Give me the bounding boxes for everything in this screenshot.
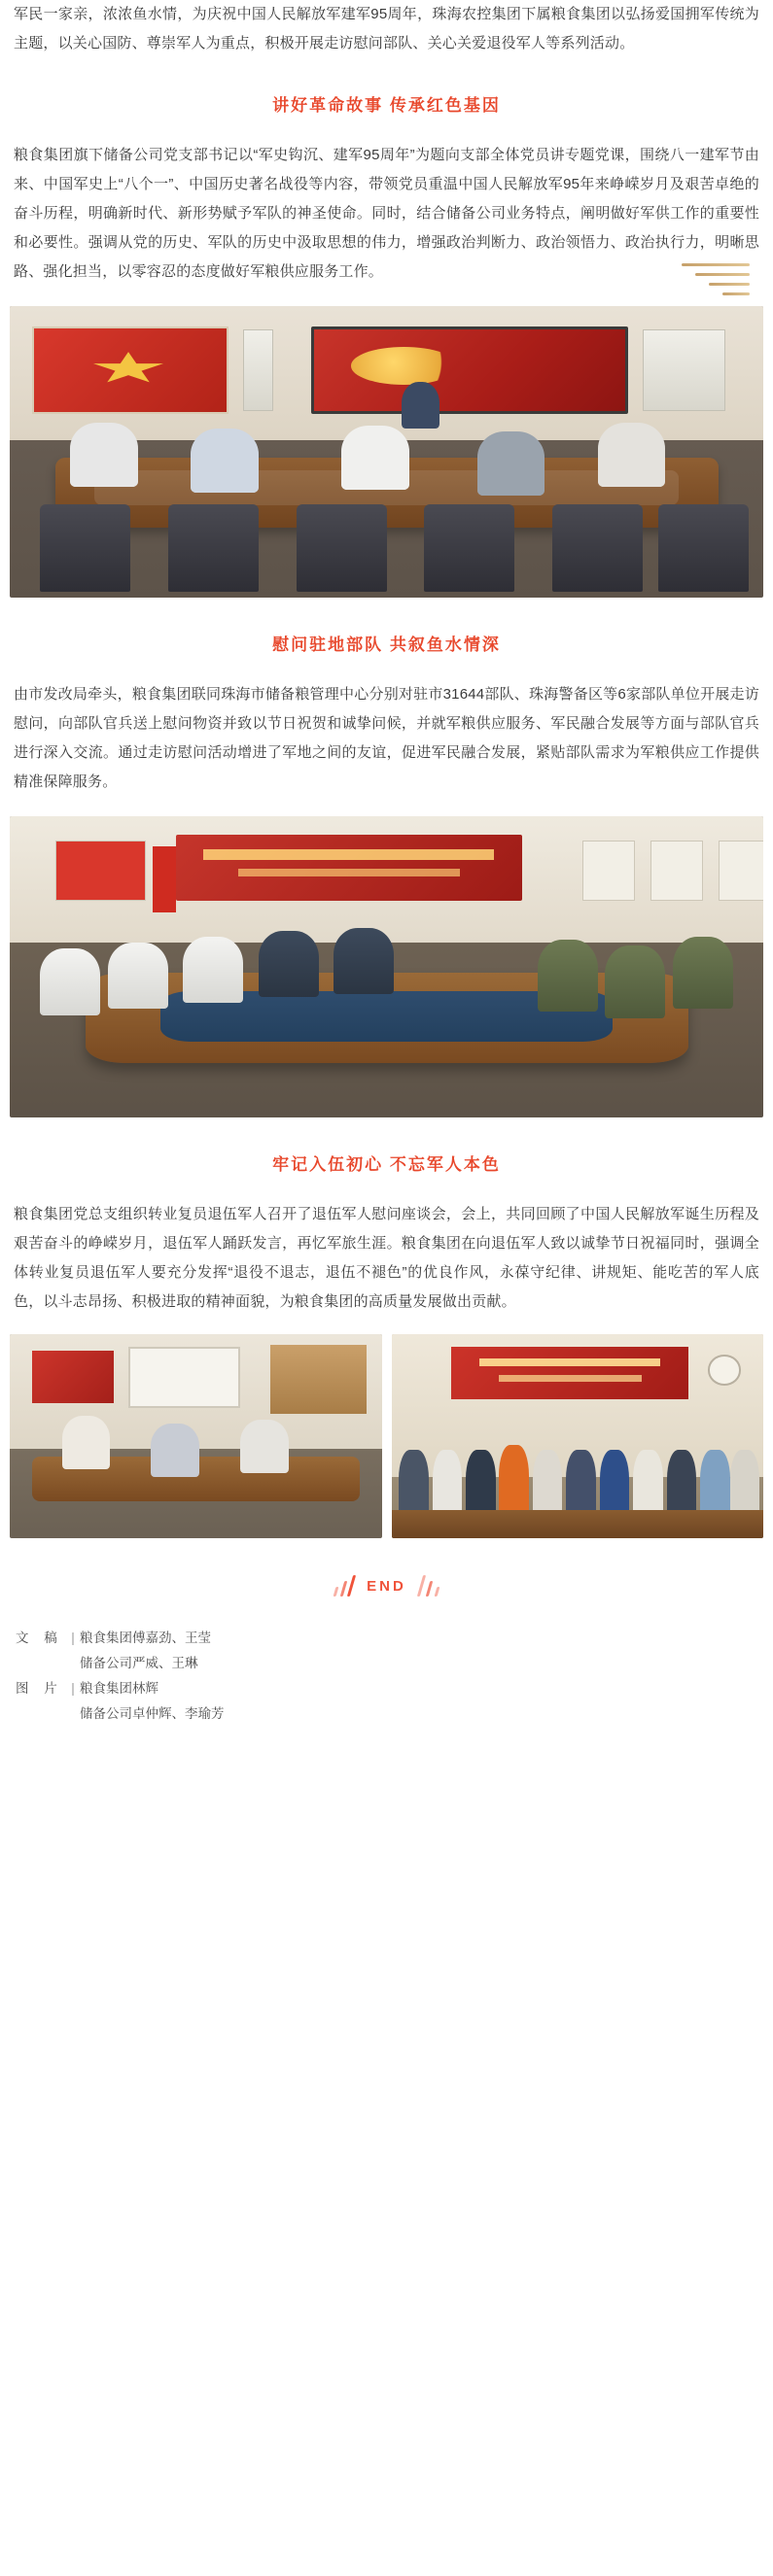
section-3-photo-pair: [10, 1334, 763, 1538]
credit-value-photo: 粮食集团林辉: [80, 1681, 158, 1696]
red-event-banner: [176, 835, 523, 901]
credit-separator: |: [71, 1631, 75, 1645]
section-heading-1-text: 讲好革命故事 传承红色基因: [272, 96, 501, 115]
whiteboard: [128, 1347, 240, 1408]
veterans-group-photo: [392, 1334, 764, 1538]
credits-block: [10, 1626, 763, 1727]
attendee: [191, 429, 259, 493]
attendee: [259, 931, 319, 997]
soldier: [538, 940, 598, 1012]
projection-screen: [311, 326, 628, 414]
red-event-banner: [451, 1347, 689, 1400]
wall-poster: [643, 329, 725, 411]
end-ornament: [10, 1575, 763, 1597]
soldier: [673, 937, 733, 1009]
wall-poster: [650, 841, 703, 901]
credit-continuation-text: 储备公司严威、王琳: [80, 1656, 198, 1670]
wall-banner: [55, 841, 146, 901]
conference-table: [392, 1510, 764, 1538]
attendee: [334, 928, 394, 994]
troop-visit-meeting-photo: [10, 816, 763, 1117]
red-wall-board: [32, 1351, 114, 1404]
soldier: [605, 945, 665, 1017]
credit-continuation-photo: 储备公司卓仲辉、李瑜芳: [80, 1706, 225, 1721]
end-dash-right-icon: [420, 1575, 439, 1597]
chair: [297, 504, 387, 592]
national-flag: [153, 846, 175, 912]
chair: [552, 504, 643, 592]
attendee: [477, 431, 545, 496]
attendee: [40, 948, 100, 1014]
attendee: [70, 423, 138, 487]
wall-poster: [243, 329, 273, 411]
section-1-photo-block: [10, 306, 763, 598]
wall-clock-icon: [708, 1355, 741, 1386]
credit-label-text: 文 稿: [16, 1631, 63, 1645]
chair: [40, 504, 130, 592]
end-dash-left-icon: [334, 1575, 353, 1597]
wall-poster: [582, 841, 635, 901]
wall-poster: [719, 841, 764, 901]
section-heading-2: [10, 631, 763, 655]
credit-value-text: 粮食集团傅嘉劲、王莹: [80, 1631, 211, 1645]
wooden-cabinet: [270, 1345, 367, 1414]
section-heading-3: [10, 1151, 763, 1175]
credit-row-photo: [16, 1676, 757, 1701]
section-3-paragraph: 粮食集团党总支组织转业复员退伍军人召开了退伍军人慰问座谈会，会上，共同回顾了中国人民解放军诞生历程及艰苦奋斗的峥嵘岁月，退伍军人踊跃发言，再忆军旅生涯。粮食集团在向退伍军人致以诚挚节日祝福同时，强调全体转业复员退伍军人要充分发挥“退役不退志，退伍不褪色”的优良作风，永葆守纪律、讲规矩、能吃苦的军人底色，以斗志昂扬、积极进取的精神面貌，为粮食集团的高质量发展做出贡献。: [14, 1206, 759, 1310]
party-emblem-wall: [32, 326, 228, 414]
end-label: END: [367, 1577, 406, 1595]
attendee: [341, 426, 409, 490]
veterans-symposium-photo: [10, 1334, 382, 1538]
section-2-photo-block: [10, 816, 763, 1117]
credit-label-photo: 图 片: [16, 1681, 63, 1696]
intro-paragraph: 军民一家亲，浓浓鱼水情，为庆祝中国人民解放军建军95周年，珠海农控集团下属粮食集团以弘扬爱国拥军传统为主题，以关心国防、尊崇军人为重点，积极开展走访慰问部队、关心关爱退役军人等系列活动。: [14, 6, 759, 52]
credit-separator: |: [71, 1681, 75, 1696]
chair: [424, 504, 514, 592]
party-lecture-meeting-photo: [10, 306, 763, 598]
section-2-paragraph: 由市发改局牵头，粮食集团联同珠海市储备粮管理中心分别对驻市31644部队、珠海警备区等6家部队单位开展走访慰问，向部队官兵送上慰问物资并致以节日祝贺和诚挚问候，并就军粮供应服务、军民融合发展等方面与部队官兵进行深入交流。通过走访慰问活动增进了军地之间的友谊，促进军民融合发展，紧贴部队需求为军粮供应工作提供精准保障服务。: [14, 686, 759, 790]
attendee: [108, 943, 168, 1009]
attendee: [240, 1420, 289, 1473]
chair: [658, 504, 749, 592]
attendee: [598, 423, 666, 487]
attendee: [183, 937, 243, 1003]
attendee: [62, 1416, 111, 1469]
section-1-paragraph: 粮食集团旗下储备公司党支部书记以“军史钩沉、建军95周年”为题向支部全体党员讲专题党课，围绕八一建军节由来、中国军史上“八个一”、中国历史著名战役等内容，带领党员重温中国人民解放军95年来峥嵘岁月及艰苦卓绝的奋斗历程，明确新时代、新形势赋予军队的神圣使命。同时，结合储备公司业务特点，阐明做好军供工作的重要性和必要性。强调从党的历史、军队的历史中汲取思想的伟力，增强政治判断力、政治领悟力、政治执行力，明晰思路、强化担当，以零容忍的态度做好军粮供应服务工作。: [14, 147, 759, 280]
chevron-ornament-icon: [682, 263, 750, 308]
section-heading-2-text: 慰问驻地部队 共叙鱼水情深: [272, 635, 501, 654]
section-heading-3-text: 牢记入伍初心 不忘军人本色: [272, 1155, 501, 1174]
section-heading-1: [10, 91, 763, 116]
attendee: [151, 1424, 199, 1477]
credit-row-text: [16, 1626, 757, 1651]
chair: [168, 504, 259, 592]
speaker-person: [402, 382, 439, 429]
